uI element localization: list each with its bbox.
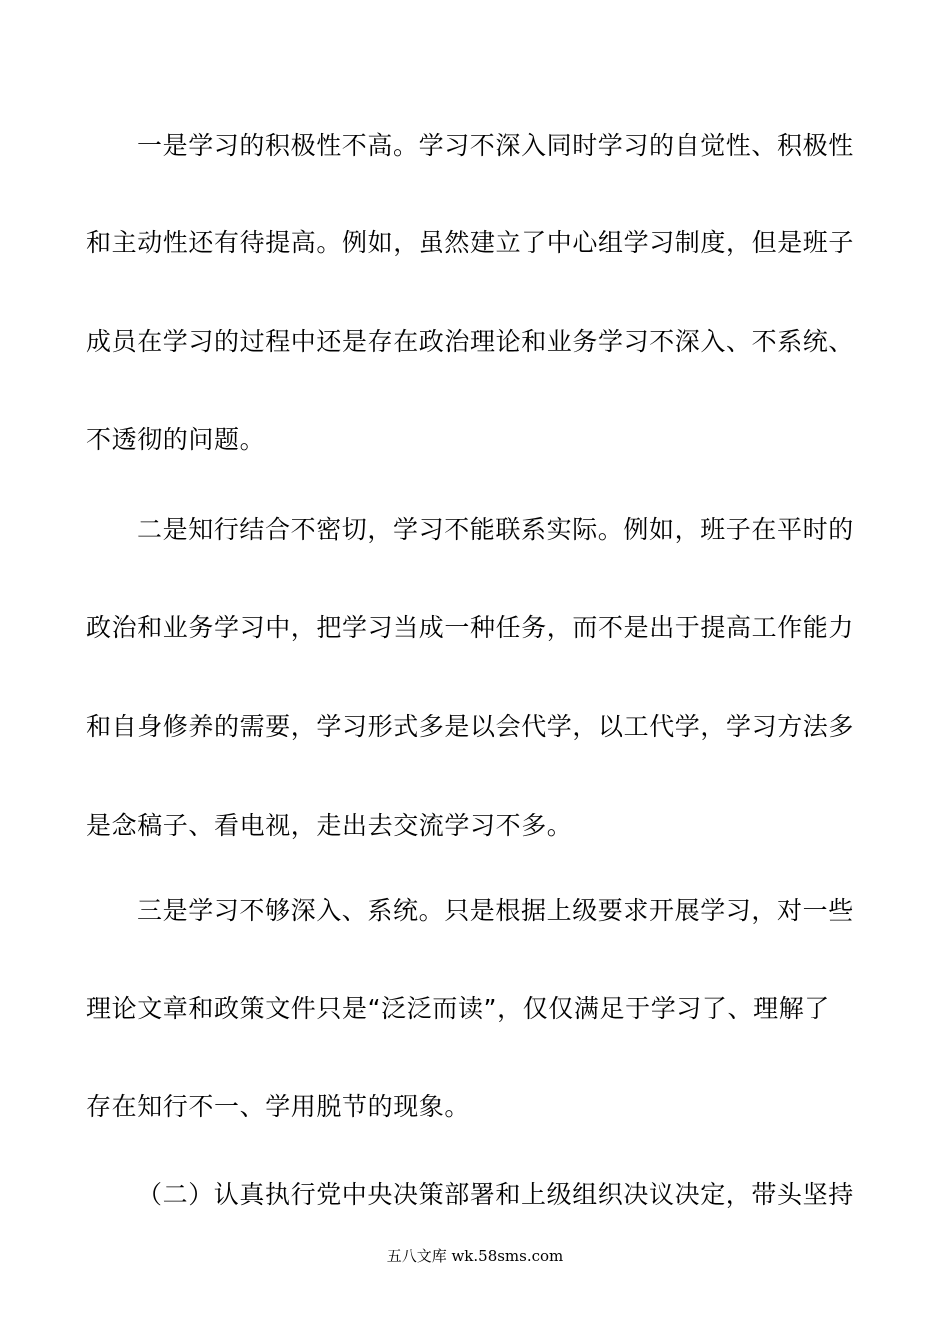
paragraph-2-line-2: 政治和业务学习中，把学习当成一种任务，而不是出于提高工作能力 — [86, 613, 855, 642]
paragraph-1-line-3: 成员在学习的过程中还是存在政治理论和业务学习不深入、不系统、 — [86, 327, 855, 356]
paragraph-3-line-2: 理论文章和政策文件只是“泛泛而读”，仅仅满足于学习了、理解了 — [86, 994, 830, 1023]
paragraph-3-line-3: 存在知行不一、学用脱节的现象。 — [86, 1092, 471, 1121]
paragraph-2-line-1: 二是知行结合不密切，学习不能联系实际。例如，班子在平时的 — [137, 515, 854, 544]
footer-watermark: 五八文库 wk.58sms.com — [386, 1247, 564, 1265]
paragraph-3-line-1: 三是学习不够深入、系统。只是根据上级要求开展学习，对一些 — [137, 896, 854, 925]
paragraph-1-line-1: 一是学习的积极性不高。学习不深入同时学习的自觉性、积极性 — [137, 131, 854, 160]
paragraph-1-line-4: 不透彻的问题。 — [86, 425, 266, 454]
paragraph-1-line-2: 和主动性还有待提高。例如，虽然建立了中心组学习制度，但是班子 — [86, 228, 855, 257]
paragraph-2-line-4: 是念稿子、看电视，走出去交流学习不多。 — [86, 811, 573, 840]
paragraph-2-line-3: 和自身修养的需要，学习形式多是以会代学，以工代学，学习方法多 — [86, 712, 855, 741]
section-heading-line: （二）认真执行党中央决策部署和上级组织决议决定，带头坚持 — [137, 1180, 854, 1209]
